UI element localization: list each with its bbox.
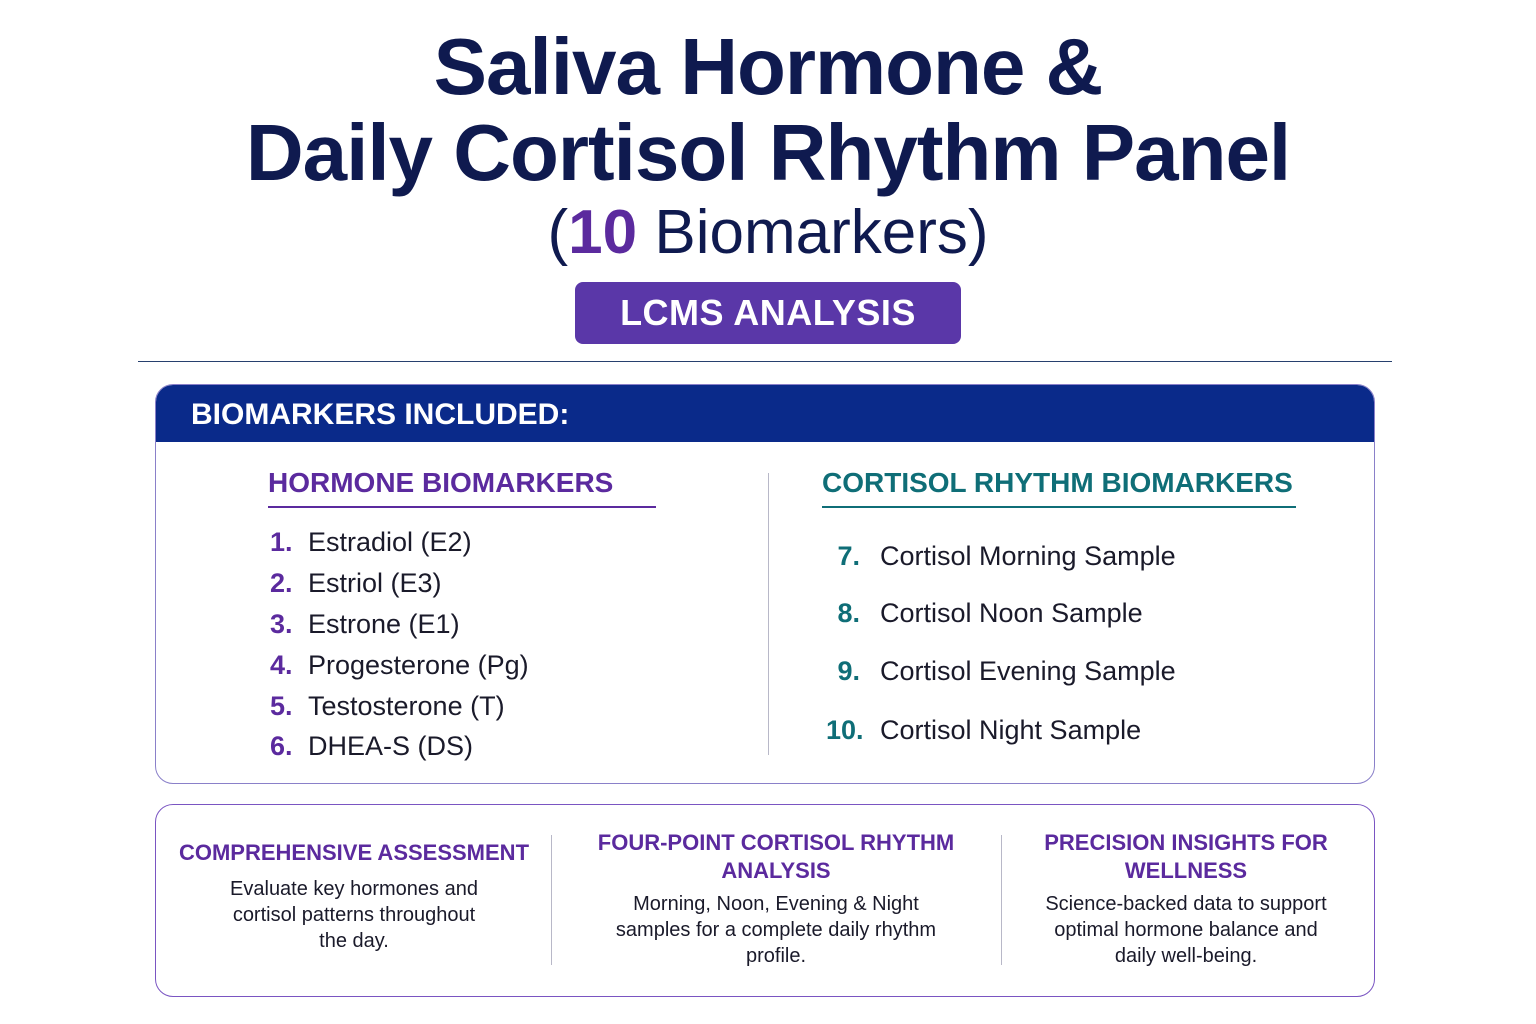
hormone-biomarkers-heading: HORMONE BIOMARKERS [268,467,614,498]
list-item [826,656,1176,687]
list-item-label: Estriol (E3) [308,568,442,598]
title-biomarkers-text: Biomarkers) [637,198,989,267]
lcms-analysis-badge: LCMS ANALYSIS [575,282,961,344]
list-item-label: Testosterone (T) [308,691,505,721]
list-item-number: 1. [270,527,293,557]
list-item [270,650,529,681]
cortisol-rhythm-biomarkers-heading: CORTISOL RHYTHM BIOMARKERS [822,467,1293,498]
list-item-number: 3. [270,609,293,639]
feature-description-line: Morning, Noon, Evening & Night [633,893,919,915]
title-line-3 [0,196,1536,270]
feature-description-line: Evaluate key hormones and [230,878,478,900]
list-item [270,568,442,599]
feature-description-line: profile. [745,945,807,967]
list-item [270,691,505,722]
list-item-label: Cortisol Evening Sample [880,656,1176,686]
list-item-label: Cortisol Night Sample [880,715,1142,745]
list-item [270,527,472,558]
feature-description-line: Science-backed data to support [1045,893,1327,915]
list-item-number: 5. [270,691,293,721]
list-item [270,609,460,640]
column-separator [768,473,769,755]
feature-title-line: ANALYSIS [721,858,831,883]
list-item-number: 7. [837,541,860,571]
biomarkers-panel-header: BIOMARKERS INCLUDED: [156,385,1374,442]
feature-description-line: optimal hormone balance and [1054,919,1318,941]
list-item-label: DHEA-S (DS) [308,731,474,761]
feature-comprehensive-assessment [156,805,552,996]
biomarkers-panel [155,384,1375,784]
biomarker-count: 10 [568,198,638,267]
feature-description [1016,891,1356,969]
list-item [826,715,1141,746]
feature-description-line: the day. [319,930,389,952]
title-divider [138,361,1392,362]
title-line-1: Saliva Hormone & [433,22,1103,111]
list-item-label: Progesterone (Pg) [308,650,529,680]
feature-title [156,839,552,867]
feature-description [576,891,976,969]
list-item-label: Cortisol Morning Sample [880,541,1176,571]
hormone-heading-underline [268,506,656,508]
title-line-2: Daily Cortisol Rhythm Panel [245,108,1291,197]
feature-description [156,876,552,954]
feature-title-line: FOUR-POINT CORTISOL RHYTHM [597,830,955,855]
list-item-number: 2. [270,568,293,598]
list-item-label: Cortisol Noon Sample [880,598,1143,628]
feature-title [1016,829,1356,885]
list-item-number: 6. [270,731,293,761]
feature-title-line: COMPREHENSIVE ASSESSMENT [178,840,530,865]
cortisol-heading-underline [822,506,1296,508]
feature-description-line: cortisol patterns throughout [232,904,476,926]
feature-title-line: PRECISION INSIGHTS FOR [1044,830,1328,855]
list-item [826,598,1143,629]
feature-title-line: WELLNESS [1124,858,1248,883]
list-item-label: Estrone (E1) [308,609,460,639]
list-item [826,541,1176,572]
list-item-number: 4. [270,650,293,680]
feature-precision-insights [1016,805,1356,996]
feature-separator [551,835,552,965]
feature-description-line: samples for a complete daily rhythm [615,919,937,941]
list-item-number: 10. [826,715,864,745]
list-item-number: 8. [837,598,860,628]
list-item-label: Estradiol (E2) [308,527,472,557]
title-paren-open: ( [547,198,569,267]
feature-separator [1001,835,1002,965]
feature-description-line: daily well-being. [1114,945,1258,967]
list-item [270,731,473,762]
feature-title [576,829,976,885]
list-item-number: 9. [837,656,860,686]
features-panel [155,804,1375,997]
feature-four-point-cortisol [576,805,976,996]
